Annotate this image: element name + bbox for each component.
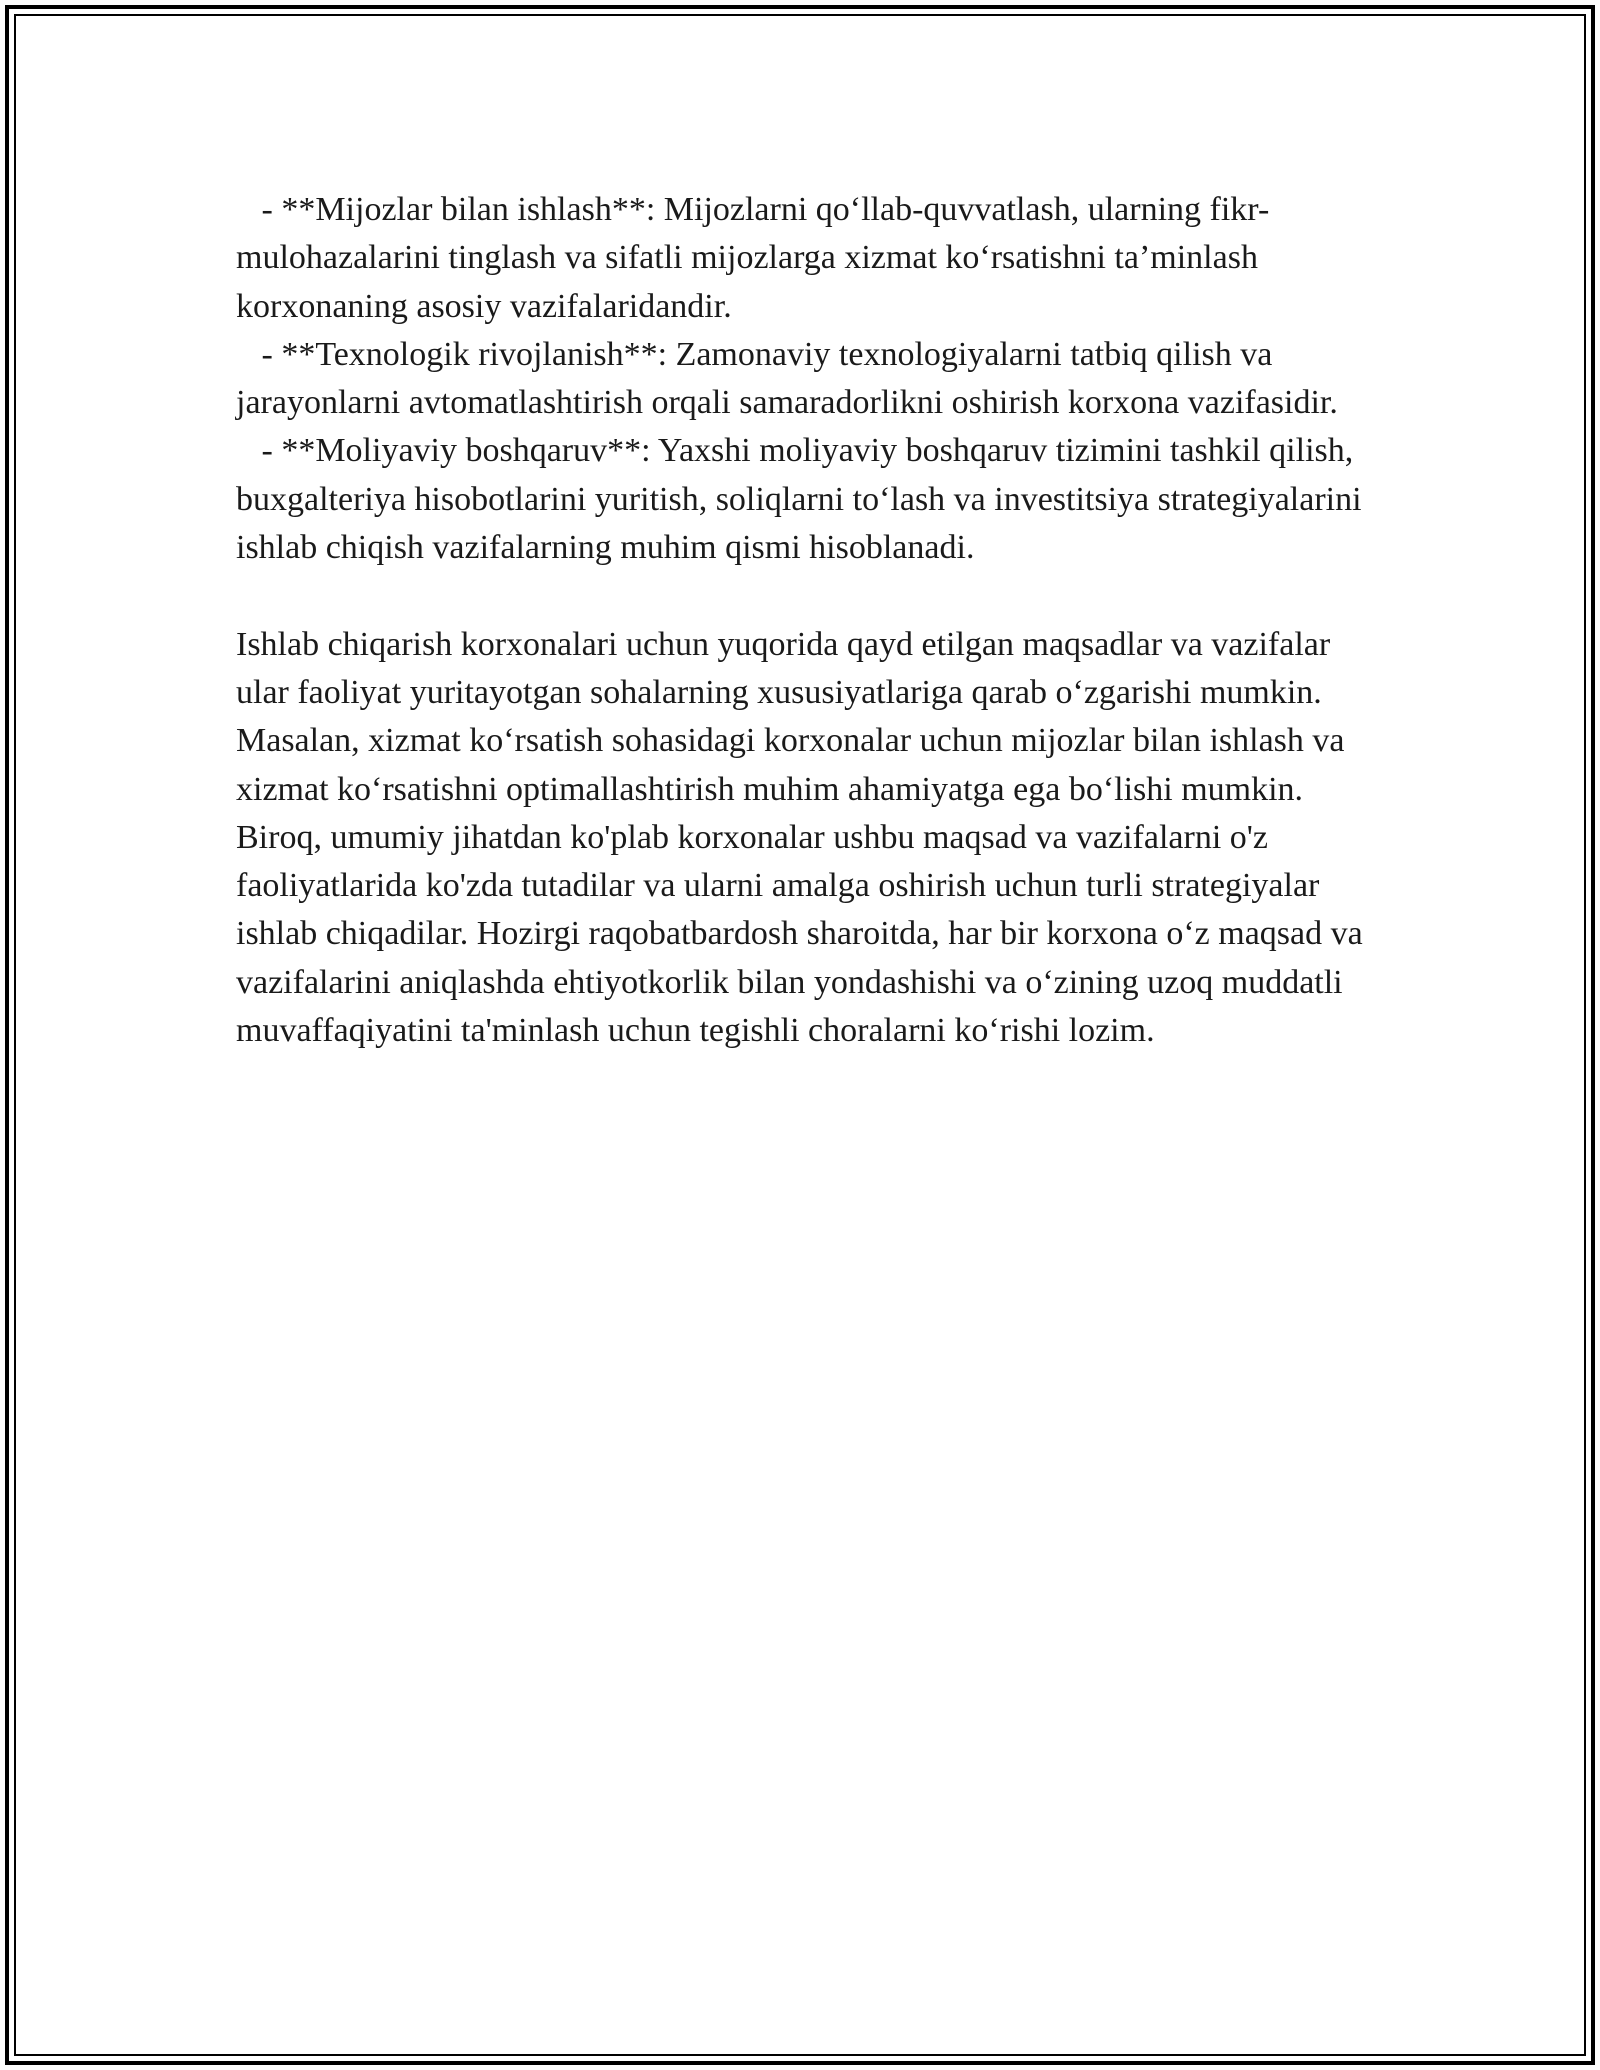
paragraph-spacer (236, 572, 1366, 620)
bullet-paragraph-moliyaviy: - **Moliyaviy boshqaruv**: Yaxshi moliyaviy boshqaruv tizimini tashkil qilish, buxgalteriya hisobotlarini yuritish, soliqlarni to‘lash va investitsiya strategiyalarini ishlab chiqish vazifalarning muhim qismi hisoblanadi. (236, 432, 1371, 567)
bullet-paragraph-mijozlar: - **Mijozlar bilan ishlash**: Mijozlarni qo‘llab-quvvatlash, ularning fikr-mulohazalarini tinglash va sifatli mijozlarga xizmat ko‘rsatishni ta’minlash korxonaning asosiy vazifalaridandir. (236, 191, 1270, 325)
bullet-paragraph-texnologik: - **Texnologik rivojlanish**: Zamonaviy texnologiyalarni tatbiq qilish va jarayonlarni avtomatlashtirish orqali samaradorlikni oshirish korxona vazifasidir. (236, 335, 1338, 422)
document-body (236, 186, 1372, 1055)
body-paragraph-conclusion: Ishlab chiqarish korxonalari uchun yuqorida qayd etilgan maqsadlar va vazifalar ular faoliyat yuritayotgan sohalarning xususiyatlariga qarab o‘zgarishi mumkin. Masalan, xizmat ko‘rsatish sohasidagi korxonalar uchun mijozlar bilan ishlash va xizmat ko‘rsatishni optimallashtirish muhim ahamiyatga ega bo‘lishi mumkin. Biroq, umumiy jihatdan ko'plab korxonalar ushbu maqsad va vazifalarni o'z faoliyatlarida ko'zda tutadilar va ularni amalga oshirish uchun turli strategiyalar ishlab chiqadilar. Hozirgi raqobatbardosh sharoitda, har bir korxona o‘z maqsad va vazifalarini aniqlashda ehtiyotkorlik bilan yondashishi va o‘zining uzoq muddatli muvaffaqiyatini ta'minlash uchun tegishli choralarni ko‘rishi lozim. (236, 625, 1372, 1050)
